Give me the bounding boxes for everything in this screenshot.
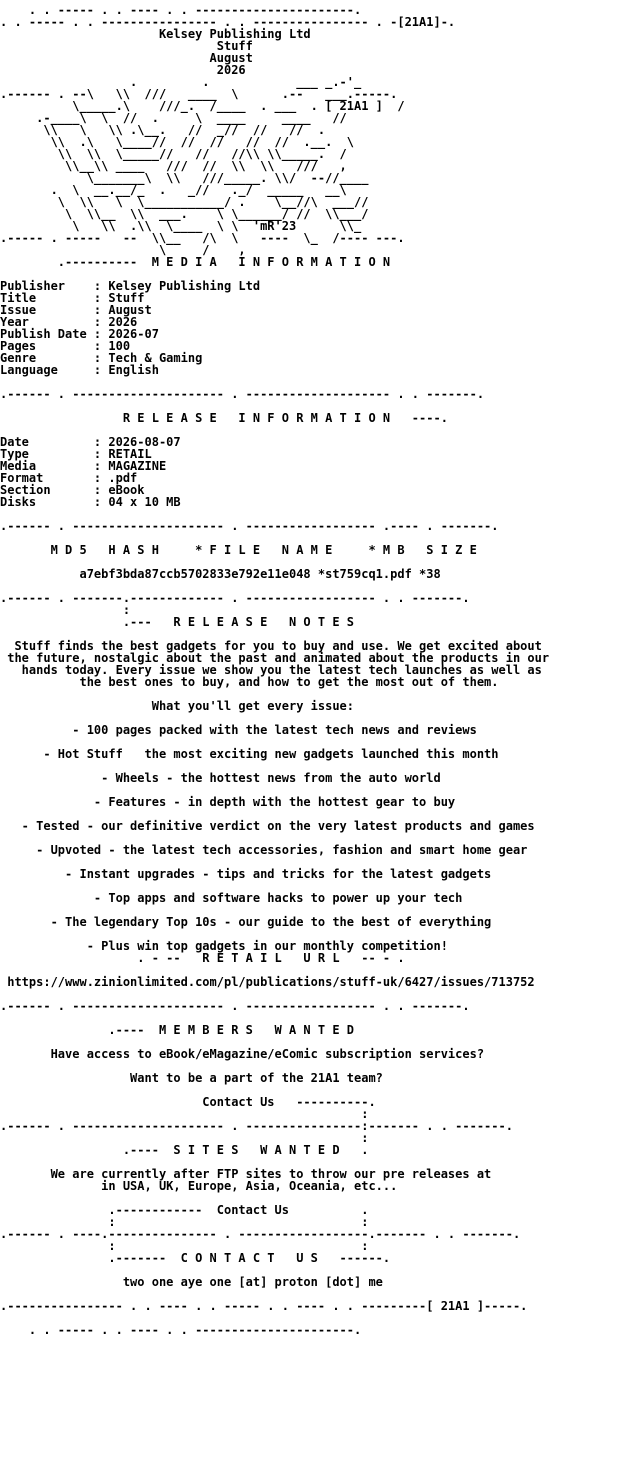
nfo-line: August bbox=[0, 51, 253, 65]
nfo-line: - Instant upgrades - tips and tricks for the latest gadgets bbox=[0, 867, 492, 881]
nfo-line: \\ \ \\ .\__. // _// // // . bbox=[0, 123, 326, 137]
nfo-line: Publish Date : 2026-07 bbox=[0, 327, 159, 341]
nfo-line: - The legendary Top 10s - our guide to the best of everything bbox=[0, 915, 492, 929]
nfo-line: .----- . ----- -- \\__ /\ \ ---- \_ /---- ---. bbox=[0, 231, 405, 245]
nfo-line: Date : 2026-08-07 bbox=[0, 435, 181, 449]
nfo-line: : bbox=[0, 1107, 369, 1121]
nfo-line: \_______\ \\ ///_____. \\/ --//____ bbox=[0, 171, 369, 185]
nfo-line: . - -- R E T A I L U R L -- - . bbox=[0, 951, 405, 965]
nfo-line: the best ones to buy, and how to get the most out of them. bbox=[0, 675, 499, 689]
nfo-line: .------ . --------------------- . ------------------ .---- . -------. bbox=[0, 519, 499, 533]
nfo-line: .--- R E L E A S E N O T E S bbox=[0, 615, 355, 629]
nfo-line: \\ .\ \____// // // // // .__. \ bbox=[0, 135, 355, 149]
nfo-line: Title : Stuff bbox=[0, 291, 145, 305]
nfo-line: Genre : Tech & Gaming bbox=[0, 351, 203, 365]
nfo-line: Contact Us ----------. bbox=[0, 1095, 376, 1109]
nfo-line: .------------ Contact Us . bbox=[0, 1203, 369, 1217]
nfo-line: .-____\ \ // . \ ____ ____ // bbox=[0, 111, 347, 125]
nfo-line: Disks : 04 x 10 MB bbox=[0, 495, 181, 509]
nfo-line: Format : .pdf bbox=[0, 471, 138, 485]
nfo-line: . . ----- . . ---- . . ----------------------. bbox=[0, 3, 398, 17]
nfo-line: M D 5 H A S H * F I L E N A M E * M B S I Z E bbox=[0, 543, 477, 557]
nfo-line: .------ . -------.------------- . ------------------ . . -------. bbox=[0, 591, 470, 605]
nfo-line: Section : eBook bbox=[0, 483, 145, 497]
nfo-line: : : bbox=[0, 1239, 369, 1253]
nfo-line: \_____.\ ///_. /____ . ___ . [ 21A1 ] / bbox=[0, 99, 405, 113]
nfo-line: \ \\ \ \___________/ . \__//\ ___// bbox=[0, 195, 369, 209]
nfo-line: .---- S I T E S W A N T E D . bbox=[0, 1143, 369, 1157]
nfo-line: in USA, UK, Europe, Asia, Oceania, etc... bbox=[0, 1179, 398, 1193]
nfo-line: : bbox=[0, 1131, 369, 1145]
nfo-line: - Plus win top gadgets in our monthly competition! bbox=[0, 939, 448, 953]
nfo-line: a7ebf3bda87ccb5702833e792e11e048 *st759cq1.pdf *38 bbox=[0, 567, 441, 581]
nfo-line: R E L E A S E I N F O R M A T I O N ----. bbox=[0, 411, 448, 425]
nfo-line: Type : RETAIL bbox=[0, 447, 152, 461]
nfo-line: https://www.zinionlimited.com/pl/publications/stuff-uk/6427/issues/713752 bbox=[0, 975, 535, 989]
nfo-line: : : bbox=[0, 1215, 369, 1229]
nfo-line: What you'll get every issue: bbox=[0, 699, 355, 713]
nfo-line: hands today. Every issue we show you the latest tech launches as well as bbox=[0, 663, 542, 677]
nfo-line: .------- C O N T A C T U S ------. bbox=[0, 1251, 391, 1265]
nfo-line: : bbox=[0, 603, 131, 617]
nfo-line: \\__\\ ____ /// // \\ \\ /// , bbox=[0, 159, 347, 173]
nfo-line: .---------------- . . ---- . . ----- . . ---- . . ---------[ 21A1 ]-----. bbox=[0, 1299, 528, 1313]
nfo-line: .------ . --\ \\ /// ____ \ .-- ___.-----. bbox=[0, 87, 398, 101]
nfo-line: - Tested - our definitive verdict on the very latest products and games bbox=[0, 819, 535, 833]
nfo-line: . . ___ _.-'_ bbox=[0, 75, 362, 89]
nfo-line: Year : 2026 bbox=[0, 315, 138, 329]
nfo-line: . . ----- . . ---- . . ----------------------. bbox=[0, 1323, 362, 1336]
nfo-line: . \ __.__/_ . _// ._/ _____ __\ bbox=[0, 183, 347, 197]
nfo-line: .---- M E M B E R S W A N T E D bbox=[0, 1023, 355, 1037]
nfo-line: Want to be a part of the 21A1 team? bbox=[0, 1071, 383, 1085]
nfo-line: Language : English bbox=[0, 363, 159, 377]
nfo-line: - Wheels - the hottest news from the auto world bbox=[0, 771, 441, 785]
nfo-line: 2026 bbox=[0, 63, 246, 77]
nfo-line: \ \\__ \\ ___. \ \______/ // \\___/ bbox=[0, 207, 369, 221]
nfo-line: . . ----- . . ---------------- . . ---------------- . -[21A1]-. bbox=[0, 15, 456, 29]
nfo-line: - Top apps and software hacks to power up your tech bbox=[0, 891, 463, 905]
nfo-line: Media : MAGAZINE bbox=[0, 459, 167, 473]
nfo-line: .------ . --------------------- . ----------------:------- . . -------. bbox=[0, 1119, 513, 1133]
nfo-line: - Features - in depth with the hottest gear to buy bbox=[0, 795, 456, 809]
nfo-line: .------ . --------------------- . -------------------- . . -------. bbox=[0, 387, 485, 401]
nfo-line: .------ . ----.--------------- . ------------------.------- . . -------. bbox=[0, 1227, 521, 1241]
nfo-line: the future, nostalgic about the past and animated about the products in our bbox=[0, 651, 550, 665]
nfo-line: - Upvoted - the latest tech accessories, fashion and smart home gear bbox=[0, 843, 528, 857]
nfo-line: - 100 pages packed with the latest tech news and reviews bbox=[0, 723, 477, 737]
nfo-line: two one aye one [at] proton [dot] me bbox=[0, 1275, 383, 1289]
nfo-line: \\ \\ \_____// // //\\ \\_____. / bbox=[0, 147, 347, 161]
nfo-line: We are currently after FTP sites to throw our pre releases at bbox=[0, 1167, 492, 1181]
nfo-line: Publisher : Kelsey Publishing Ltd bbox=[0, 279, 261, 293]
nfo-line: Stuff bbox=[0, 39, 253, 53]
nfo-line: \ \\ .\\ \____ \ \ 'mR'23 \\_ bbox=[0, 219, 362, 233]
nfo-line: Kelsey Publishing Ltd bbox=[0, 27, 311, 41]
nfo-line: Have access to eBook/eMagazine/eComic subscription services? bbox=[0, 1047, 485, 1061]
nfo-line: Issue : August bbox=[0, 303, 152, 317]
nfo-line: Pages : 100 bbox=[0, 339, 131, 353]
nfo-line: Stuff finds the best gadgets for you to buy and use. We get excited about bbox=[0, 639, 542, 653]
nfo-line: .---------- M E D I A I N F O R M A T I O N bbox=[0, 255, 391, 269]
nfo-line: .------ . --------------------- . ------------------ . . -------. bbox=[0, 999, 470, 1013]
nfo-line: - Hot Stuff the most exciting new gadgets launched this month bbox=[0, 747, 499, 761]
nfo-line: \ / , bbox=[0, 243, 246, 257]
